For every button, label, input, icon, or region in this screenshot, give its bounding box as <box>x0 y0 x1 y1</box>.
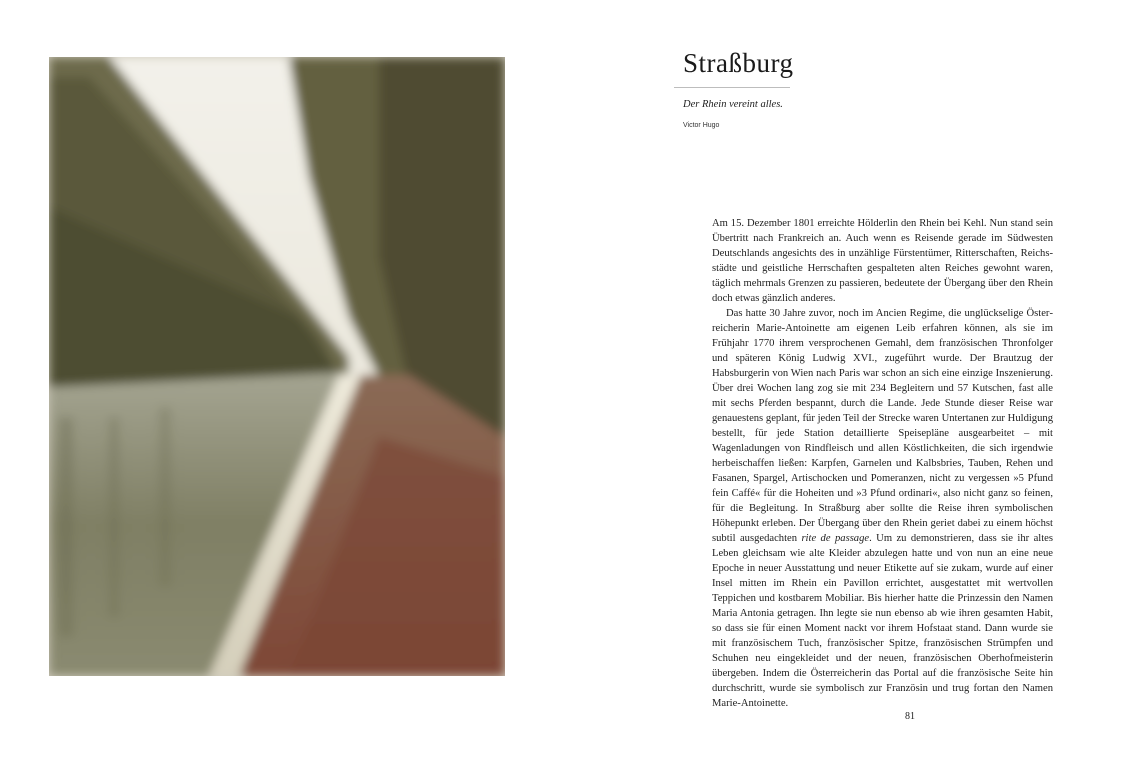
chapter-title: Straßburg <box>683 48 794 78</box>
italic-phrase: rite de passage <box>801 533 870 544</box>
body-text <box>712 216 1053 711</box>
canal-landscape-image <box>49 57 505 676</box>
paragraph-2-text-a: Das hatte 30 Jahre zuvor, noch im Ancien Regime, die unglückselige Österreicherin Marie-Antoinette am eigenen Leib erfahren können, als sie im Frühjahr 1770 ihrem versprochenen Gemahl, dem französischen Thronfolger und späteren König Ludwig XVI., zugeführt wurde. Der Brautzug der Habsburgerin von Wien nach Paris war schon an sich eine einzige Inszenierung. Über drei Wochen lang zog sie mit 234 Begleitern und 57 Kutschen, fast alle mit sechs Pferden bespannt, durch die Lande. Jede Stunde dieser Reise war genauestens geplant, für jeden Teil der Strecke waren Untertanen zur Huldigung bestellt, für jede Station detaillierte Speisepläne ausgearbeitet – mit Wagenladungen von Rindfleisch und allen Köstlichkeiten, die sich irgendwie herbeischaffen ließen: Karpfen, Garnelen und Kalbsbries, Tauben, Rehen und Fasanen, Spargel, Artischocken und Pomeranzen, nicht zu vergessen »5 Pfund fein Caffé« für die Hoheiten und »3 Pfund ordinari«, also nicht ganz so feinen, für die Begleitung. In Straßburg aber sollte die Reise ihren symbolischen Höhepunkt erleben. Der Übergang über den Rhein geriet dabei zu einem höchst subtil ausgedachten <box>712 308 1053 544</box>
epigraph-author: Victor Hugo <box>683 122 720 129</box>
title-divider <box>674 87 790 88</box>
page-number: 81 <box>905 711 915 722</box>
epigraph-quote: Der Rhein vereint alles. <box>683 99 783 110</box>
paragraph-1: Am 15. Dezember 1801 erreichte Hölderlin den Rhein bei Kehl. Nun stand sein Übertritt nach Frankreich an. Auch wenn es Reisende gerade im Südwesten Deutschlands angesichts des in unzählige Fürstentümer, Ritterschaften, Reichsstädte und geistliche Herrschaften gespalteten alten Reiches gewohnt waren, täglich mehrmals Grenzen zu passieren, bedeutete der Übergang über den Rhein doch etwas gänzlich anderes. <box>712 218 1053 304</box>
paragraph-2 <box>712 306 1053 711</box>
canal-photograph <box>49 57 505 676</box>
paragraph-2-text-b: . Um zu demonstrieren, dass sie ihr altes Leben gleichsam wie alte Kleider abzulegen hatte und von nun an eine neue Epoche in neuer Ausstattung und neuer Etikette auf sie zukam, wurde auf einer Insel mitten im Rhein ein Pavillon errichtet, ausgestattet mit wertvollen Teppichen und kostbarem Mobiliar. Bis hierher hatte die Prinzessin den Namen Maria Antonia getragen. Ihn legte sie nun ebenso ab wie ihren gesamten Habit, so dass sie für einen Moment nackt vor ihrem Hofstaat stand. Dann wurde sie mit französischem Tuch, französischer Spitze, französischen Strümpfen und Schuhen neu eingekleidet und der neuen, französischen Oberhofmeisterin übergeben. Indem die Österreicherin das Portal auf die französische Seite hin durchschritt, wurde sie symbolisch zur Französin und trug fortan den Namen Marie-Antoinette. <box>712 533 1053 709</box>
